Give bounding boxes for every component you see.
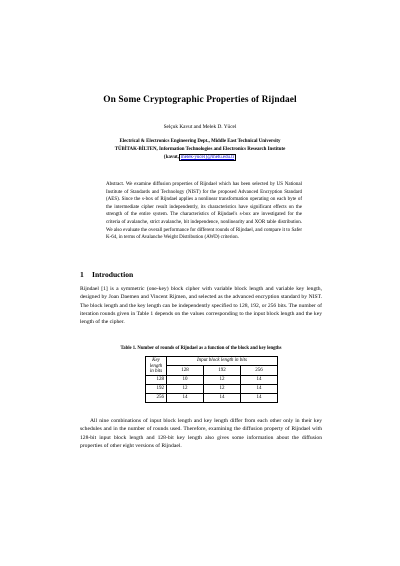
affiliation-block — [80, 138, 320, 163]
table-header-row — [146, 357, 278, 366]
table-cell: 10 — [167, 375, 204, 384]
table-cell: 14 — [167, 393, 204, 402]
abstract — [106, 181, 302, 242]
table-cell: 14 — [203, 393, 240, 402]
table-cell: 14 — [240, 393, 277, 402]
table-row-key: 192 — [146, 384, 167, 393]
table-cell: 12 — [167, 384, 204, 393]
abstract-label: Abstract. — [106, 182, 125, 187]
table-cell: 12 — [203, 375, 240, 384]
section-heading-introduction — [80, 270, 133, 279]
table-corner-label: Key length in bits — [146, 357, 167, 376]
email-prefix: {kavut, — [163, 155, 179, 161]
table-caption: Table 1. Number of rounds of Rijndael as a function of the block and key lengths — [120, 346, 282, 351]
affiliation-line-2: TÜBİTAK-BİLTEN, Information Technologies and Electronics Research Institute — [114, 147, 286, 153]
table-column-group-label: Input block length in bits — [167, 357, 278, 366]
table-cell: 12 — [203, 384, 240, 393]
abstract-text: We examine diffusion properties of Rijndael which has been selected by US National Institute of Standards and Technology (NIST) for the proposed Advanced Encryption Standard (AES). Since the s-box of Rijndael applies a nonlinear transformation operating on each byte of the intermediate cipher result independently, its characteristics have significant effects on the strength of the entire system. The characteristics of Rijndael's s-box are investigated for the criteria of avalanche, strict avalanche, bit independence, nonlinearity and XOR table distribution. We also evaluate the overall performance for different rounds of Rijndael, and compare it to Safer K-64, in terms of Avalanche Weight Distribution (AWD) criterion. — [106, 182, 302, 241]
table-row — [146, 384, 278, 393]
table-column-header: 192 — [203, 366, 240, 375]
table-row — [146, 393, 278, 402]
table-column-header: 128 — [167, 366, 204, 375]
email-link[interactable]: melek-yucel}@metu.edu.tr — [180, 155, 235, 161]
rounds-table — [145, 356, 278, 403]
email-link-box[interactable] — [179, 154, 236, 161]
affiliation-line-1: Electrical & Electronics Engineering Dept., Middle East Technical University — [119, 139, 281, 144]
intro-paragraph-1: Rijndael [1] is a symmetric (one-key) block cipher with variable block length and variable key length, designed by Joan Daemen and Vincent Rijmen, and selected as the advanced encryption standard by NIST. The block length and the key length can be independently specified to 128, 192, or 256 bits. The number of iteration rounds given in Table 1 depends on the values corresponding to the input block length and the key length of the cipher. — [80, 286, 322, 325]
table-row-key: 128 — [146, 375, 167, 384]
table-cell: 14 — [240, 375, 277, 384]
section-number: 1 — [80, 270, 84, 279]
paper-title: On Some Cryptographic Properties of Rijndael — [103, 95, 297, 105]
section-title: Introduction — [92, 270, 134, 279]
intro-paragraph-2: All nine combinations of input block length and key length differ from each other only in their key schedules and in the number of rounds used. Therefore, examining the diffusion property of Rijndael with 128-bit input block length and 128-bit key length also gives some information about the diffusion properties of other eight versions of Rijndael. — [80, 418, 322, 449]
table-cell: 14 — [240, 384, 277, 393]
table-row — [146, 375, 278, 384]
table-row-key: 256 — [146, 393, 167, 402]
email-line — [80, 154, 320, 162]
paper-authors: Selçuk Kavut and Melek D. Yücel — [163, 124, 237, 130]
table-column-header: 256 — [240, 366, 277, 375]
